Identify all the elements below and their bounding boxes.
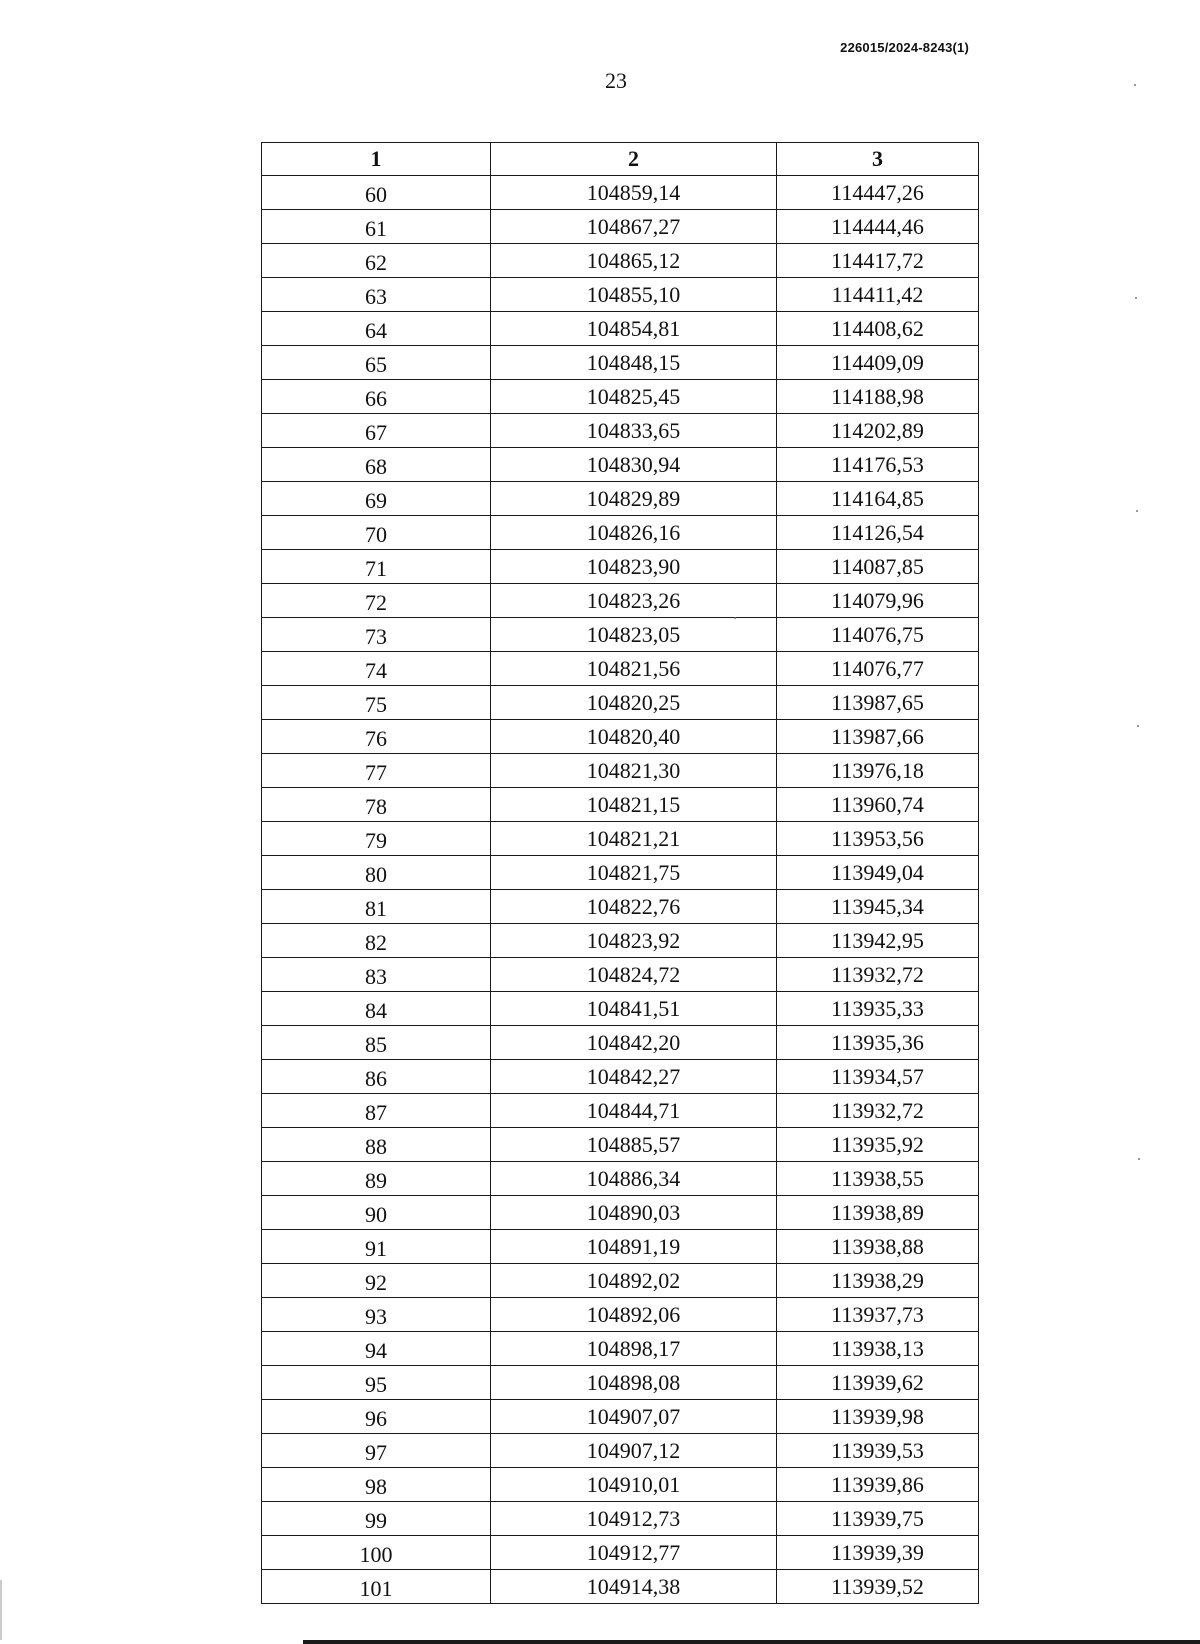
- table-row: [262, 1570, 979, 1604]
- y-coordinate-cell: 114087,85: [777, 550, 979, 584]
- table-row: [262, 1332, 979, 1366]
- y-coordinate-cell: 113938,55: [777, 1162, 979, 1196]
- y-coordinate-cell: 114444,46: [777, 210, 979, 244]
- x-coordinate-cell: 104833,65: [491, 414, 777, 448]
- y-coordinate-cell: 114202,89: [777, 414, 979, 448]
- y-coordinate-cell: 113939,39: [777, 1536, 979, 1570]
- table-row: [262, 1536, 979, 1570]
- point-number-cell: 76: [262, 720, 491, 754]
- point-number-cell: 74: [262, 652, 491, 686]
- table-row: [262, 822, 979, 856]
- table-row: [262, 1502, 979, 1536]
- table-row: [262, 1298, 979, 1332]
- x-coordinate-cell: 104842,20: [491, 1026, 777, 1060]
- point-number-cell: 61: [262, 210, 491, 244]
- y-coordinate-cell: 114164,85: [777, 482, 979, 516]
- point-number-cell: 65: [262, 346, 491, 380]
- x-coordinate-cell: 104892,06: [491, 1298, 777, 1332]
- table-row: [262, 1230, 979, 1264]
- x-coordinate-cell: 104854,81: [491, 312, 777, 346]
- y-coordinate-cell: 113935,33: [777, 992, 979, 1026]
- x-coordinate-cell: 104910,01: [491, 1468, 777, 1502]
- x-coordinate-cell: 104892,02: [491, 1264, 777, 1298]
- x-coordinate-cell: 104821,75: [491, 856, 777, 890]
- y-coordinate-cell: 113942,95: [777, 924, 979, 958]
- point-number-cell: 78: [262, 788, 491, 822]
- point-number-cell: 64: [262, 312, 491, 346]
- table-row: [262, 584, 979, 618]
- x-coordinate-cell: 104830,94: [491, 448, 777, 482]
- coordinates-table: [261, 142, 979, 1604]
- x-coordinate-cell: 104822,76: [491, 890, 777, 924]
- point-number-cell: 95: [262, 1366, 491, 1400]
- point-number-cell: 81: [262, 890, 491, 924]
- table-row: [262, 346, 979, 380]
- table-row: [262, 1366, 979, 1400]
- y-coordinate-cell: 113932,72: [777, 958, 979, 992]
- x-coordinate-cell: 104907,12: [491, 1434, 777, 1468]
- table-row: [262, 856, 979, 890]
- x-coordinate-cell: 104848,15: [491, 346, 777, 380]
- table-row: [262, 890, 979, 924]
- point-number-cell: 83: [262, 958, 491, 992]
- x-coordinate-cell: 104823,90: [491, 550, 777, 584]
- x-coordinate-cell: 104891,19: [491, 1230, 777, 1264]
- x-coordinate-cell: 104885,57: [491, 1128, 777, 1162]
- table-row: [262, 448, 979, 482]
- point-number-cell: 88: [262, 1128, 491, 1162]
- x-coordinate-cell: 104821,21: [491, 822, 777, 856]
- y-coordinate-cell: 113932,72: [777, 1094, 979, 1128]
- table-row: [262, 652, 979, 686]
- scan-edge-mark: [0, 1580, 2, 1640]
- column-header: 3: [777, 143, 979, 176]
- table-row: [262, 1434, 979, 1468]
- y-coordinate-cell: 113939,86: [777, 1468, 979, 1502]
- table-row: [262, 686, 979, 720]
- table-row: [262, 1196, 979, 1230]
- point-number-cell: 67: [262, 414, 491, 448]
- point-number-cell: 80: [262, 856, 491, 890]
- scan-speck: [734, 617, 736, 619]
- point-number-cell: 99: [262, 1502, 491, 1536]
- y-coordinate-cell: 114447,26: [777, 176, 979, 210]
- y-coordinate-cell: 113938,13: [777, 1332, 979, 1366]
- y-coordinate-cell: 113939,52: [777, 1570, 979, 1604]
- table-row: [262, 176, 979, 210]
- y-coordinate-cell: 114079,96: [777, 584, 979, 618]
- y-coordinate-cell: 113938,88: [777, 1230, 979, 1264]
- table-row: [262, 992, 979, 1026]
- point-number-cell: 101: [262, 1570, 491, 1604]
- point-number-cell: 91: [262, 1230, 491, 1264]
- x-coordinate-cell: 104855,10: [491, 278, 777, 312]
- table-row: [262, 720, 979, 754]
- point-number-cell: 71: [262, 550, 491, 584]
- x-coordinate-cell: 104821,56: [491, 652, 777, 686]
- y-coordinate-cell: 113935,36: [777, 1026, 979, 1060]
- table-row: [262, 754, 979, 788]
- point-number-cell: 69: [262, 482, 491, 516]
- x-coordinate-cell: 104823,92: [491, 924, 777, 958]
- table-row: [262, 788, 979, 822]
- page-number: 23: [605, 68, 627, 93]
- table-row: [262, 550, 979, 584]
- table-row: [262, 278, 979, 312]
- x-coordinate-cell: 104907,07: [491, 1400, 777, 1434]
- table-row: [262, 1128, 979, 1162]
- point-number-cell: 100: [262, 1536, 491, 1570]
- x-coordinate-cell: 104825,45: [491, 380, 777, 414]
- y-coordinate-cell: 114126,54: [777, 516, 979, 550]
- table-row: [262, 516, 979, 550]
- x-coordinate-cell: 104890,03: [491, 1196, 777, 1230]
- table-header-row: [262, 143, 979, 176]
- x-coordinate-cell: 104824,72: [491, 958, 777, 992]
- x-coordinate-cell: 104912,77: [491, 1536, 777, 1570]
- point-number-cell: 98: [262, 1468, 491, 1502]
- y-coordinate-cell: 114408,62: [777, 312, 979, 346]
- table-row: [262, 1468, 979, 1502]
- y-coordinate-cell: 113939,98: [777, 1400, 979, 1434]
- table-row: [262, 312, 979, 346]
- x-coordinate-cell: 104867,27: [491, 210, 777, 244]
- x-coordinate-cell: 104820,40: [491, 720, 777, 754]
- point-number-cell: 79: [262, 822, 491, 856]
- point-number-cell: 90: [262, 1196, 491, 1230]
- scan-speck: [1136, 510, 1138, 512]
- table-row: [262, 1060, 979, 1094]
- y-coordinate-cell: 113935,92: [777, 1128, 979, 1162]
- y-coordinate-cell: 114076,75: [777, 618, 979, 652]
- table-body: [262, 176, 979, 1604]
- x-coordinate-cell: 104886,34: [491, 1162, 777, 1196]
- point-number-cell: 92: [262, 1264, 491, 1298]
- x-coordinate-cell: 104821,30: [491, 754, 777, 788]
- y-coordinate-cell: 113938,29: [777, 1264, 979, 1298]
- point-number-cell: 72: [262, 584, 491, 618]
- scan-speck: [1135, 297, 1137, 299]
- y-coordinate-cell: 113938,89: [777, 1196, 979, 1230]
- table-row: [262, 210, 979, 244]
- table-row: [262, 1264, 979, 1298]
- point-number-cell: 62: [262, 244, 491, 278]
- y-coordinate-cell: 113976,18: [777, 754, 979, 788]
- x-coordinate-cell: 104865,12: [491, 244, 777, 278]
- point-number-cell: 85: [262, 1026, 491, 1060]
- y-coordinate-cell: 113937,73: [777, 1298, 979, 1332]
- column-header: 2: [491, 143, 777, 176]
- point-number-cell: 70: [262, 516, 491, 550]
- table-row: [262, 414, 979, 448]
- point-number-cell: 86: [262, 1060, 491, 1094]
- table-row: [262, 380, 979, 414]
- y-coordinate-cell: 114417,72: [777, 244, 979, 278]
- point-number-cell: 82: [262, 924, 491, 958]
- x-coordinate-cell: 104912,73: [491, 1502, 777, 1536]
- column-header: 1: [262, 143, 491, 176]
- table-row: [262, 1026, 979, 1060]
- point-number-cell: 89: [262, 1162, 491, 1196]
- bottom-rule: [303, 1640, 1200, 1644]
- x-coordinate-cell: 104829,89: [491, 482, 777, 516]
- scan-speck: [1138, 1158, 1140, 1160]
- point-number-cell: 63: [262, 278, 491, 312]
- y-coordinate-cell: 114188,98: [777, 380, 979, 414]
- x-coordinate-cell: 104844,71: [491, 1094, 777, 1128]
- table-row: [262, 482, 979, 516]
- scan-speck: [1137, 725, 1139, 727]
- table-row: [262, 1162, 979, 1196]
- y-coordinate-cell: 113934,57: [777, 1060, 979, 1094]
- y-coordinate-cell: 113960,74: [777, 788, 979, 822]
- x-coordinate-cell: 104898,17: [491, 1332, 777, 1366]
- point-number-cell: 96: [262, 1400, 491, 1434]
- x-coordinate-cell: 104914,38: [491, 1570, 777, 1604]
- x-coordinate-cell: 104841,51: [491, 992, 777, 1026]
- y-coordinate-cell: 113939,62: [777, 1366, 979, 1400]
- table-row: [262, 1400, 979, 1434]
- y-coordinate-cell: 113945,34: [777, 890, 979, 924]
- point-number-cell: 68: [262, 448, 491, 482]
- point-number-cell: 60: [262, 176, 491, 210]
- scan-speck: [1134, 84, 1136, 86]
- x-coordinate-cell: 104820,25: [491, 686, 777, 720]
- y-coordinate-cell: 113953,56: [777, 822, 979, 856]
- x-coordinate-cell: 104859,14: [491, 176, 777, 210]
- y-coordinate-cell: 113939,75: [777, 1502, 979, 1536]
- y-coordinate-cell: 114409,09: [777, 346, 979, 380]
- point-number-cell: 77: [262, 754, 491, 788]
- y-coordinate-cell: 114076,77: [777, 652, 979, 686]
- x-coordinate-cell: 104826,16: [491, 516, 777, 550]
- document-id: 226015/2024-8243(1): [840, 40, 969, 55]
- point-number-cell: 94: [262, 1332, 491, 1366]
- table-row: [262, 924, 979, 958]
- y-coordinate-cell: 114176,53: [777, 448, 979, 482]
- y-coordinate-cell: 114411,42: [777, 278, 979, 312]
- point-number-cell: 75: [262, 686, 491, 720]
- table-row: [262, 244, 979, 278]
- table-row: [262, 618, 979, 652]
- point-number-cell: 87: [262, 1094, 491, 1128]
- y-coordinate-cell: 113939,53: [777, 1434, 979, 1468]
- point-number-cell: 66: [262, 380, 491, 414]
- x-coordinate-cell: 104821,15: [491, 788, 777, 822]
- x-coordinate-cell: 104898,08: [491, 1366, 777, 1400]
- x-coordinate-cell: 104842,27: [491, 1060, 777, 1094]
- point-number-cell: 97: [262, 1434, 491, 1468]
- x-coordinate-cell: 104823,05: [491, 618, 777, 652]
- point-number-cell: 93: [262, 1298, 491, 1332]
- table-row: [262, 1094, 979, 1128]
- y-coordinate-cell: 113987,66: [777, 720, 979, 754]
- y-coordinate-cell: 113949,04: [777, 856, 979, 890]
- point-number-cell: 84: [262, 992, 491, 1026]
- point-number-cell: 73: [262, 618, 491, 652]
- table-row: [262, 958, 979, 992]
- x-coordinate-cell: 104823,26: [491, 584, 777, 618]
- y-coordinate-cell: 113987,65: [777, 686, 979, 720]
